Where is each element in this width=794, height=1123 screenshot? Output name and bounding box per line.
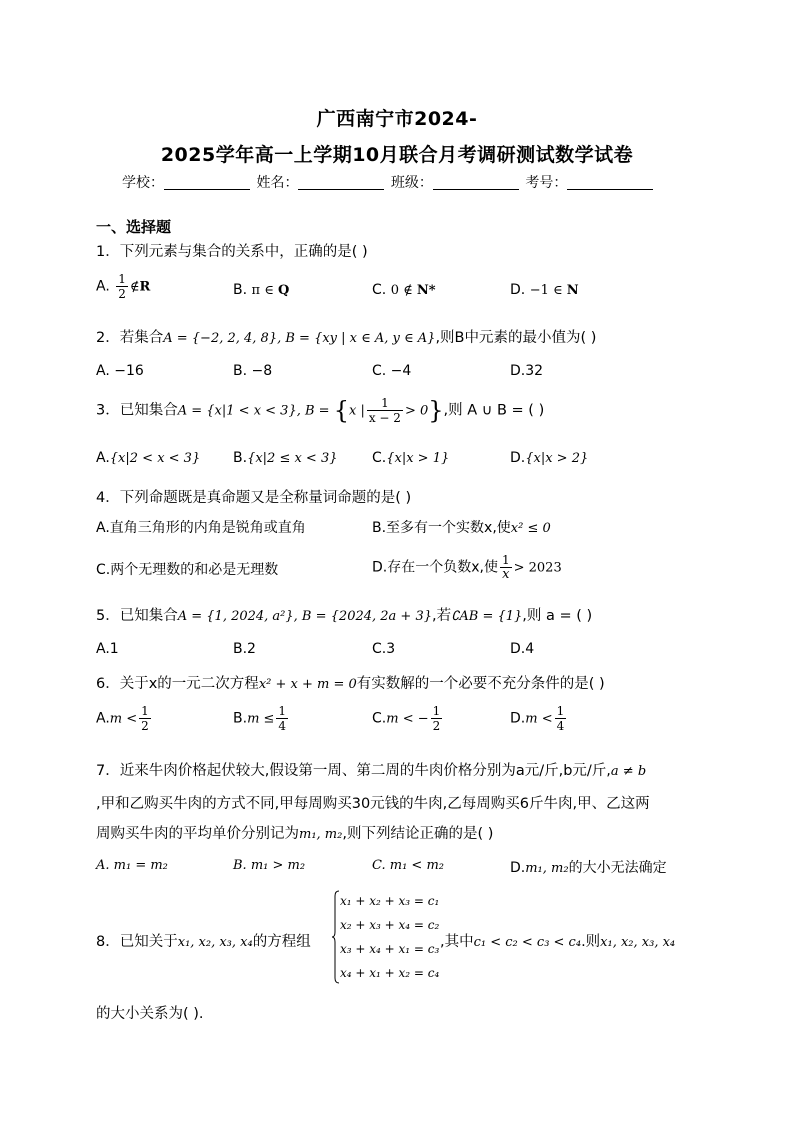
question-8-stem-left	[96, 930, 311, 951]
stem-text: 周购买牛肉的平均单价分别记为	[96, 826, 299, 842]
question-8-stem-right	[440, 930, 675, 951]
set-a-math: A = {x|1 < x < 3}	[177, 403, 297, 419]
option-label: B.	[233, 450, 248, 466]
fraction-denominator: x − 2	[368, 411, 401, 425]
exam-no-blank[interactable]	[567, 175, 653, 190]
set-b-condition: > 0	[404, 403, 429, 419]
option-math: x² ≤ 0	[510, 521, 551, 536]
fraction-numerator: 1	[118, 272, 126, 286]
option-math: m ≤	[247, 711, 275, 727]
school-blank[interactable]	[164, 175, 250, 190]
option-text: D.存在一个负数x,使	[372, 559, 498, 576]
section-heading: 一、选择题	[96, 218, 172, 236]
fraction	[555, 704, 567, 733]
option-label: D.	[510, 282, 526, 298]
fraction-numerator: 1	[501, 553, 510, 567]
equation-3: x₃ + x₄ + x₁ = c₃	[340, 942, 440, 956]
option-label: B.	[233, 282, 248, 298]
question-7-line3	[96, 822, 493, 843]
question-2-option-b[interactable]: B. −8	[233, 363, 273, 379]
stem-text: ,则下列结论正确的是( )	[342, 826, 494, 842]
option-math: 0 ∉	[390, 283, 417, 298]
question-3-option-a[interactable]	[96, 450, 200, 466]
set-symbol: N	[566, 283, 579, 298]
left-brace: {	[333, 396, 349, 425]
question-4-option-a[interactable]: A.直角三角形的内角是锐角或直角	[96, 520, 306, 536]
question-3-option-b[interactable]	[233, 450, 338, 466]
option-math: π ∈	[251, 283, 278, 298]
question-7-option-c[interactable]	[372, 857, 444, 873]
set-b-math: , B = {xy | x ∈ A, y ∈ A}	[277, 331, 436, 346]
class-blank[interactable]	[433, 175, 519, 190]
option-label: C.	[372, 282, 387, 298]
option-math: m₁, m₂	[525, 861, 569, 876]
exam-title-line2: 2025学年高一上学期10月联合月考调研测试数学试卷	[160, 144, 634, 166]
question-5-option-c[interactable]: C.3	[372, 641, 396, 657]
option-label: D.	[510, 450, 526, 466]
stem-text: ,其中	[440, 934, 474, 950]
exam-no-label: 考号：	[525, 175, 568, 191]
question-7-option-b[interactable]	[233, 857, 305, 873]
question-1-option-b[interactable]	[233, 282, 289, 298]
option-math: {x|x > 1}	[386, 451, 450, 466]
variables-math: m₁, m₂	[299, 827, 343, 842]
class-label: 班级：	[390, 175, 433, 191]
set-symbol: Q	[277, 283, 290, 298]
question-2-stem	[96, 326, 596, 347]
question-2-option-a[interactable]: A. −16	[96, 363, 144, 379]
question-3-option-d[interactable]	[510, 450, 588, 466]
set-b-var: x |	[349, 403, 365, 419]
stem-text: ,若	[432, 608, 452, 624]
question-1-option-a[interactable]	[96, 272, 150, 301]
fraction	[431, 704, 443, 733]
question-5-option-d[interactable]: D.4	[510, 641, 535, 657]
option-math: m <	[525, 711, 553, 727]
question-6-option-d[interactable]	[510, 704, 568, 733]
question-4-option-c[interactable]: C.两个无理数的和必是无理数	[96, 562, 279, 578]
name-blank[interactable]	[298, 175, 384, 190]
stem-text: 2．若集合	[96, 330, 164, 346]
question-7-line2: ,甲和乙购买牛肉的方式不同,甲每周购买30元钱的牛肉,乙每周购买6斤牛肉,甲、乙这两	[96, 796, 650, 812]
question-4-option-d[interactable]	[372, 553, 562, 582]
option-label: C.	[372, 710, 387, 727]
stem-text: ,则 A ∪ B = ( )	[443, 402, 545, 419]
stem-text: 有实数解的一个必要不充分条件的是( )	[356, 676, 605, 692]
question-5-stem	[96, 604, 592, 625]
fraction-denominator: 4	[278, 719, 287, 733]
relation-symbol: ∉	[129, 279, 140, 295]
stem-text: 的方程组	[252, 934, 311, 950]
option-math: {x|x > 2}	[525, 451, 589, 466]
option-math: B. m₁ > m₂	[233, 858, 306, 873]
question-6-option-c[interactable]	[372, 704, 444, 733]
question-8-line2: 的大小关系为( ).	[96, 1006, 204, 1022]
set-a-math: A = {1, 2024, a²}	[177, 609, 294, 624]
question-3-option-c[interactable]	[372, 450, 449, 466]
option-label: A.	[96, 450, 110, 466]
stem-text: 3．已知集合	[96, 402, 178, 419]
stem-text: ,则B中元素的最小值为( )	[435, 330, 597, 346]
stem-text: .则	[581, 934, 601, 950]
stem-text: 6．关于x的一元二次方程	[96, 676, 259, 692]
fraction-numerator: 1	[556, 704, 565, 718]
question-6-stem	[96, 672, 605, 693]
fraction	[500, 553, 512, 582]
stem-text: ,则 a = ( )	[522, 608, 593, 624]
option-math: m < −	[386, 711, 429, 727]
question-5-option-a[interactable]: A.1	[96, 641, 119, 657]
set-symbol: N*	[416, 283, 436, 298]
stem-text: 8．已知关于	[96, 934, 178, 950]
fraction-denominator: x	[502, 567, 510, 582]
variables-math: x₁, x₂, x₃, x₄	[600, 935, 676, 950]
question-7-option-d[interactable]	[510, 857, 667, 877]
option-label: A.	[96, 710, 110, 727]
student-info-line	[122, 172, 682, 192]
option-text: B.至多有一个实数x,使	[372, 520, 511, 536]
option-label: D.	[510, 860, 526, 876]
option-math: m <	[109, 711, 138, 727]
option-text: 的大小无法确定	[568, 860, 667, 876]
question-7-line1	[96, 759, 646, 780]
fraction	[116, 272, 128, 301]
fraction-denominator: 2	[141, 719, 149, 733]
option-math: > 2023	[513, 560, 562, 576]
question-2-option-c[interactable]: C. −4	[372, 363, 412, 379]
fraction-numerator: 1	[367, 396, 403, 411]
fraction-denominator: 4	[556, 719, 565, 733]
set-a-math: A = {−2, 2, 4, 8}	[163, 331, 278, 346]
fraction-denominator: 2	[118, 287, 126, 301]
option-math: C. m₁ < m₂	[372, 858, 444, 873]
complement-math: ∁AB = {1}	[451, 609, 523, 624]
exam-title-line1: 广西南宁市2024-	[316, 108, 478, 130]
question-6-option-b[interactable]	[233, 704, 290, 733]
equation-math: x² + x + m = 0	[258, 677, 357, 692]
condition-math: c₁ < c₂ < c₃ < c₄	[473, 935, 582, 950]
question-1-stem: 1．下列元素与集合的关系中，正确的是( )	[96, 244, 368, 260]
equation-2: x₂ + x₃ + x₄ = c₂	[340, 918, 440, 932]
option-math: {x|2 < x < 3}	[109, 451, 201, 466]
option-label: A.	[96, 278, 110, 295]
question-7-option-a[interactable]	[96, 857, 168, 873]
fraction-denominator: 2	[432, 719, 441, 733]
inequality-math: a ≠ b	[610, 764, 647, 779]
stem-text: 7．近来牛肉价格起伏较大,假设第一周、第二周的牛肉价格分别为a元/斤,b元/斤,	[96, 763, 611, 779]
name-label: 姓名：	[256, 175, 299, 191]
option-label: C.	[372, 450, 387, 466]
fraction	[276, 704, 288, 733]
option-math: A. m₁ = m₂	[96, 858, 168, 873]
question-4-option-b[interactable]	[372, 517, 551, 537]
variables-math: x₁, x₂, x₃, x₄	[177, 935, 253, 950]
fraction	[139, 704, 151, 733]
system-brace	[332, 890, 340, 984]
set-b-prefix: , B =	[296, 403, 334, 419]
school-label: 学校：	[122, 175, 164, 191]
fraction-numerator: 1	[432, 704, 441, 718]
option-label: D.	[510, 710, 526, 727]
option-math: {x|2 ≤ x < 3}	[247, 451, 338, 466]
equation-4: x₄ + x₁ + x₂ = c₄	[340, 966, 440, 980]
question-4-stem: 4．下列命题既是真命题又是全称量词命题的是( )	[96, 490, 412, 506]
question-6-option-a[interactable]	[96, 704, 153, 733]
question-5-option-b[interactable]: B.2	[233, 641, 256, 657]
question-1-option-d[interactable]	[510, 282, 579, 298]
equation-1: x₁ + x₂ + x₃ = c₁	[340, 894, 440, 908]
option-label: B.	[233, 710, 248, 727]
fraction-numerator: 1	[141, 704, 149, 718]
stem-text: 5．已知集合	[96, 608, 178, 624]
question-3-stem	[96, 396, 544, 425]
set-symbol: R	[139, 279, 151, 295]
set-b-math: , B = {2024, 2a + 3}	[293, 609, 432, 624]
question-2-option-d[interactable]: D.32	[510, 363, 544, 379]
fraction	[367, 396, 403, 425]
fraction-numerator: 1	[278, 704, 287, 718]
right-brace: }	[428, 396, 444, 425]
question-1-option-c[interactable]	[372, 282, 436, 298]
option-math: −1 ∈	[529, 283, 567, 298]
